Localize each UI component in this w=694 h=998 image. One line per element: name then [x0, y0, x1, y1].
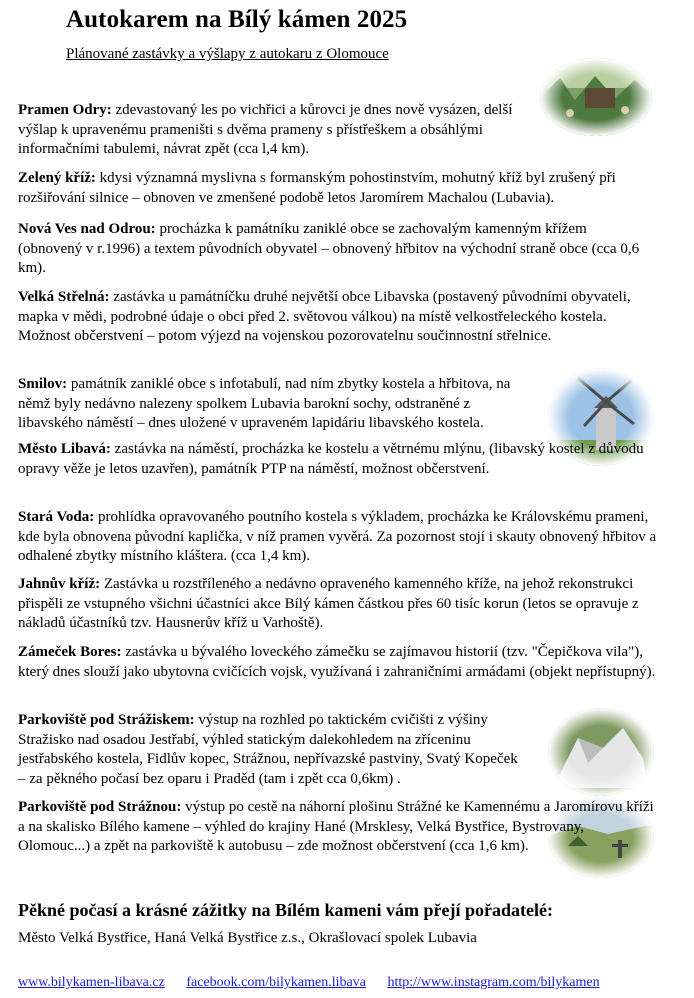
stop-name: Stará Voda:	[18, 509, 95, 525]
website-link[interactable]: www.bilykamen-libava.cz	[18, 975, 165, 990]
stop-text: Zastávka u rozstříleného a nedávno opraveného kamenného kříže, na jehož rekonstrukci přispěli ze vstupného všichni účastníci akce Bílý kámen částkou přes 60 tisíc korun (letos se opravuje z nákladů účastníků tzv. Hausnerův kříž u Varhoště).	[18, 576, 639, 631]
stop-pramen-odry	[18, 101, 528, 160]
stop-text: prohlídka opravovaného poutního kostela s výkladem, procházka ke Královskému prameni, kde byla obnovena původní kaplička, v níž pramen vyvěrá. Za pozornost stojí i skauty obnovený hřbitov a odhalené zbytky místního kláštera. (cca 1,4 km).	[18, 509, 657, 564]
photo-straziskem-rocks	[548, 708, 654, 796]
stop-mesto-libava	[18, 440, 648, 479]
stop-name: Velká Střelná:	[18, 289, 110, 305]
stop-name: Parkoviště pod Strážnou:	[18, 799, 182, 815]
stop-nova-ves	[18, 220, 653, 279]
page-title: Autokarem na Bílý kámen 2025	[66, 6, 408, 33]
stop-parkoviste-strazisko	[18, 711, 523, 789]
stop-text: výstup na rozhled po taktickém cvičišti z výšiny Stražisko nad osadou Jestřabí, výhled statickým dalekohledem na zříceninu jestřabského kostela, Fidlův kopec, Strážnou, nepřívazské pastviny, Svatý Kopeček – za pěkného počasí bez oparu i Praděd (tam i zpět cca 0,6km) .	[18, 712, 518, 787]
stop-text: zastávka u památníčku druhé největší obce Libavska (postavený původními obyvateli, mapka v mědi, podrobné údaje o obci před 2. světovou válkou) na místě velkostřeleckého kostela. Možnost občerstvení – potom výjezd na vojenskou pozorovatelnu součinnostní střelnice.	[18, 289, 631, 344]
page-subtitle: Plánované zastávky a výšlapy z autokaru z Olomouce	[66, 46, 389, 62]
stop-name: Pramen Odry:	[18, 102, 112, 118]
stop-zamecek-bores	[18, 643, 658, 682]
footer-links	[18, 975, 618, 991]
closing-wish: Pěkné počasí a krásné zážitky na Bílém kameni vám přejí pořadatelé:	[18, 900, 553, 920]
stop-text: zdevastovaný les po vichřici a kůrovci je dnes nově vysázen, delší výšlap k upravenému prameništi s dvěma prameny s přístřeškem a obsáhlými informačními tabulemi, návrat zpět (cca l,4 km).	[18, 102, 513, 157]
stop-smilov	[18, 375, 538, 434]
stop-text: zastávka na náměstí, procházka ke kostelu a větrnému mlýnu, (libavský kostel z důvodu opravy věže je letos uzavřen), památník PTP na náměstí, možnost občerstvení.	[18, 441, 644, 477]
stop-jahnuv-kriz	[18, 575, 658, 634]
stop-velka-strelna	[18, 288, 640, 347]
stop-name: Zelený kříž:	[18, 170, 96, 186]
facebook-link[interactable]: facebook.com/bilykamen.libava	[186, 975, 366, 990]
stop-text: procházka k památníku zaniklé obce se zachovalým kamenným křížem (obnovený v r.1996) a textem původních obyvatel – obnovený hřbitov na východní straně obce (cca 0,6 km).	[18, 221, 640, 276]
instagram-link[interactable]: http://www.instagram.com/bilykamen	[387, 975, 600, 990]
stop-name: Jahnův kříž:	[18, 576, 101, 592]
stop-name: Zámeček Bores:	[18, 644, 122, 660]
stop-zeleny-kriz	[18, 169, 648, 208]
stop-parkoviste-strazna	[18, 798, 658, 857]
stop-text: zastávka u bývalého loveckého zámečku se zajímavou historií (tzv. "Čepičkova vila"), který dnes slouží jako ubytovna cvičících vojsk, využívaná i zahraničními armádami (objekt nepřístupný).	[18, 644, 656, 680]
stop-text: kdysi významná myslivna s formanským pohostinstvím, mohutný kříž byl zrušený při rozšiřování silnice – obnoven ve zmenšené podobě letos Jaromírem Machalou (Lubavia).	[18, 170, 616, 206]
stop-stara-voda	[18, 508, 658, 567]
stop-name: Parkoviště pod Strážiskem:	[18, 712, 195, 728]
stop-name: Smilov:	[18, 376, 68, 392]
photo-pramen-odry	[540, 58, 652, 136]
stop-name: Město Libavá:	[18, 441, 111, 457]
organizers: Město Velká Bystřice, Haná Velká Bystřice z.s., Okrašlovací spolek Lubavia	[18, 930, 477, 946]
stop-text: památník zaniklé obce s infotabulí, nad ním zbytky kostela a hřbitova, na němž byly nedávno nalezeny spolkem Lubavia barokní sochy, odstraněné z libavského náměstí – dnes uložené v upraveném lapidáriu libavského kostela.	[18, 376, 511, 431]
stop-text: výstup po cestě na náhorní plošinu Strážné ke Kamennému a Jaromírovu kříži a na skalisko Bílého kamene – výhled do krajiny Hané (Mrsklesy, Velká Bystřice, Bystrovany, Olomouc...) a zpět na parkoviště k autobusu – zde možnost občerstvení (cca 1,6 km).	[18, 799, 654, 854]
stop-name: Nová Ves nad Odrou:	[18, 221, 156, 237]
